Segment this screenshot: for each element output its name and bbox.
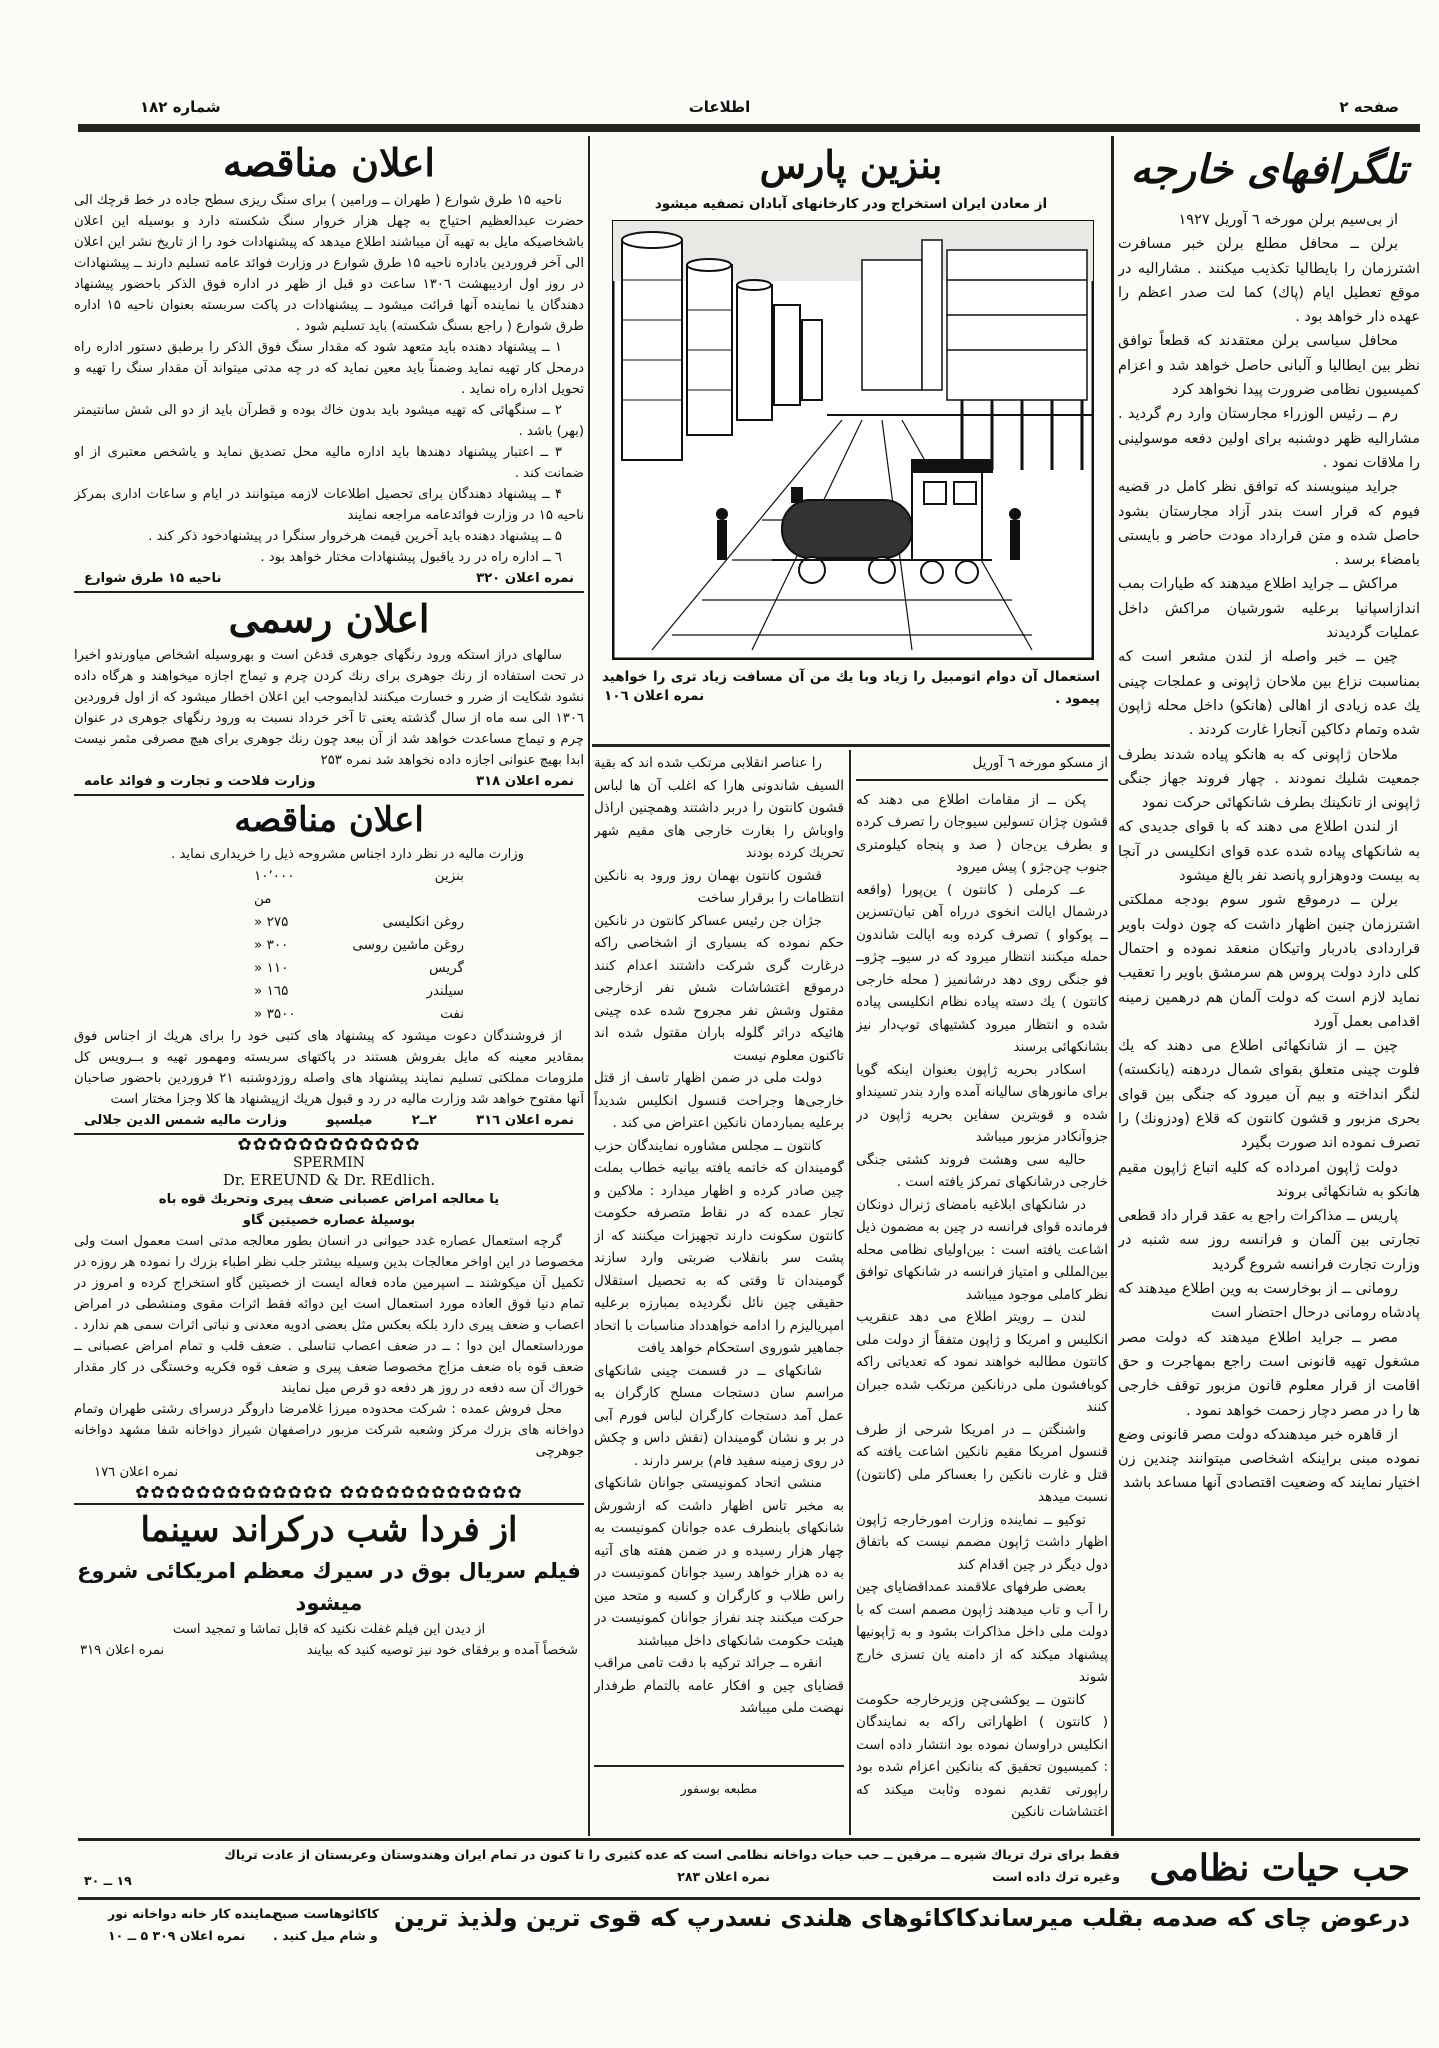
paragraph: ۳ ــ اعتبار پیشنهاد دهندها باید اداره مالیه محل تصدیق نماید و یاشخص معتبری از او ضمانت کند . bbox=[74, 445, 584, 481]
star-border: ✿✿✿✿✿✿✿✿✿✿✿✿✿ ✿✿✿✿✿✿✿✿✿✿✿✿ bbox=[74, 1483, 584, 1505]
paragraph: شانکهای ــ در قسمت چینی شانکهای مراسم سان دستجات مسلح کارگران به عمل آمد دستجات کارگران لباس فورم آبی در بر و نشان گومیندان (نقش داس و چکش در روی زمینه سفید فام) برسر دارند . bbox=[594, 1362, 844, 1469]
ad-body: سالهای دراز استکه ورود رنگهای جوهری قدغن است و بهروسیله اشخاص میاورندو اخیرا در تحت استفاده از رنك جوهری برای رنك کردن چرم و تیماج اجازه میخواهند و هرگاه داده نشود شکایت از ضرر و خسارت میکنند لذابموجب این اعلان اخطار میشود که از اول فروردین ۱۳۰٦ الی سه ماه از سال گذشته یعنی تا آخر خرداد نسبت به ورود رنگهای جوهری در عنوان چرم و تیماج مساعدت خواهد شد از آن ببعد چون رنك جوهری برای هیچ مصرفی مثمر نیست ابدا بهیچ عنوانی اجازه داده نخواهد شد نمره ۲۵۳ bbox=[74, 648, 584, 768]
ad-signer: میلسپو bbox=[326, 1113, 373, 1128]
item-qty: ۳۵۰۰ « bbox=[254, 1006, 296, 1022]
paragraph: در شانکهای ابلاغیه بامضای ژنرال دونکان فرمانده قوای فرانسه در چین به مضمون ذیل اشاعت یافته است : بین‌اولیای نظامی محله بین‌المللی و امتیاز فرانسه در شانکهای توافق نظر کاملی موجود میباشد bbox=[856, 1196, 1108, 1303]
paragraph: رومانی ــ از بوخارست به وین اطلاع میدهند که پادشاه رومانی درحال احتضار است bbox=[1118, 1281, 1420, 1322]
column-divider bbox=[588, 136, 590, 1836]
sales-location: محل فروش عمده : شرکت محدوده میرزا غلامرضا داروگر درسرای رشتی طهران وتمام دواخانه های بزرك مركز وشعبه شرکت مزبور دراصفهان شیراز دواخانه شفا مشهد دواخانه جوهرچی bbox=[74, 1402, 584, 1459]
dateline: از مسکو مورخه ٦ آوریل bbox=[856, 752, 1108, 781]
ad-title: اعلان رسمی bbox=[228, 596, 430, 641]
item-name: نفت bbox=[440, 1006, 464, 1022]
goods-list bbox=[74, 865, 584, 1026]
paragraph: ناحیه ۱۵ طرق شوارع ( طهران ــ ورامین ) برای سنگ ریزی سطح جاده در خط قرچك الی حضرت عبدالعظیم احتیاج به چهل هزار خروار سنگ شکسته دارد و بوسیله این اعلان باشخاصیکه مایل به تهیه آن میباشند اطلاع میدهد که پیشنهادات خود را از تاریخ نشر این اعلان الی آخر فروردین باداره ناحیه ۱۵ طرق شوارع در وزارت فوائد عامه تسلیم دارند ــ پیشنهادات در روز اول اردیبهشت ۱۳۰٦ ساعت دو قبل از ظهر در اداره فوق الذکر باحضور پیشنهاد دهندگان یا نماینده آنها قرائت میشود ــ پیشنهادات در پاکت سربسته بعنوان ناحیه ۱۵ اداره طرق شوارع ( راجع بسنگ شکسته) باید تسلیم شود . bbox=[74, 193, 584, 334]
telegram-list bbox=[1118, 208, 1420, 1828]
item-qty: ۳۰۰ « bbox=[254, 937, 289, 953]
ad-count: ۱۹ ــ ۳۰ bbox=[84, 1873, 132, 1888]
ad-body: گرچه استعمال عصاره غدد حیوانی در انسان بطور معالجه مدتی است معمول است ولی مخصوصا در این اواخر معالجات بدین وسیله بیشتر جلب نظر اطباء بزرك را نموده هر روزه در تکمیل آن میکوشند ــ اسپرمین ماده فعاله ایست از خصیتین گاو استخراج کرده و امروز در تمام دنیا فوق العاده مورد استعمال است این دوائه فقط اثرات مقوی ومنشطی در امراض اعصاب و ضعف پیری دارد بلکه بعکس مثل بعضی ادویه معدنی و نباتی اثرات سمی هم ندارد . مورداستعمال این دوا : ــ در ضعف اعصاب تناسلی . ضعف قلب و تمام امراض عصبانی ــ ضعف قوه باه ضعف مزاج مخصوصا ضعف پیری و ضعف قوه فکریه وخستگی در کار مقدار خوراك آن سه دفعه در روز هر دفعه دو قرص میل نمایند bbox=[74, 1234, 584, 1396]
paragraph: جژان جن رئیس عساکر کانتون در نانکین حکم نموده که بسیاری از اشخاصی راکه درغارت گری شرکت داشتند اعدام کنند درموقع اغتشاشات شش نفر ازخارجی مقتول وشش نفر مجروح شده عده چینی هائیکه دراثر گلوله باران مقتول شده اند تاکنون معلوم نیست bbox=[594, 912, 844, 1064]
paragraph: برلن ــ محافل مطلع برلن خبر مسافرت اشترزمان را بایطالیا تکذیب میکنند . مشارالیه در موقع تعطیل ایام (پاك) کما لت صدر اعظم را عهده دار خواهد بود . bbox=[1118, 236, 1420, 326]
ad-number: نمره اعلان ۳۲۰ bbox=[476, 571, 574, 586]
paragraph: ۱ ــ پیشنهاد دهنده باید متعهد شود که مقدار سنگ فوق الذکر را برطبق دستور اداره راه درمحل کار تهیه نماید وضمناً باید معین نماید که در چه مدتی میتواند آن مقدار سنگ را تهیه و تحویل اداره راه نماید . bbox=[74, 340, 584, 397]
paragraph: رم ــ رئیس الوزراء مجارستان وارد رم گردید . مشارالیه ظهر دوشنبه برای اولین دفعه موسولینی را ملاقات نمود . bbox=[1118, 406, 1420, 471]
china-news bbox=[594, 752, 844, 1832]
item-qty: ۱٦۵ « bbox=[254, 983, 289, 999]
spermin-ad bbox=[74, 1135, 584, 1505]
ad-signer: وزارت مالیه شمس الدین جلالی bbox=[84, 1113, 288, 1128]
tender-ad-finance bbox=[74, 796, 584, 1135]
agent: نماینده کار خانه دواخانه نور bbox=[108, 1906, 277, 1921]
page-number: صفحه ۲ bbox=[1339, 98, 1399, 116]
cocoa-ad bbox=[78, 1902, 1420, 1952]
ad-line: کاکائوهاست صبح bbox=[273, 1906, 379, 1921]
section-rule bbox=[78, 1838, 1420, 1841]
column-divider bbox=[849, 750, 851, 1835]
newspaper-name: اطلاعات bbox=[688, 98, 751, 116]
paragraph: توکیو ــ نماینده وزارت امورخارجه ژاپون اظهار داشت ژاپون مصمم نیست که باتفاق دول دیگر در چین اقدام کند bbox=[856, 1511, 1108, 1573]
paragraph: از قاهره خبر میدهندکه دولت مصر قانونی وضع نموده مبنی براینکه اشخاصی میتوانند چندین زن اختیار نمایند که وضعیت اقتصادی آنها مساعد باشد bbox=[1118, 1426, 1420, 1492]
paragraph: پکن ــ از مقامات اطلاع می دهند که قشون چژان تسولین سیوجان را تصرف کرده و بطرف ین‌جان ( صد و پنجاه کیلومتری جنوب چن‌جژو ) پیش میرود bbox=[856, 791, 1108, 875]
ad-intro: وزارت مالیه در نظر دارد اجناس مشروحه ذیل را خریداری نماید . bbox=[171, 847, 524, 862]
paragraph: حالیه سی وهشت فروند کشتی جنگی خارجی درشانکهای تمرکز یافته است . bbox=[856, 1151, 1108, 1190]
refinery-buildings bbox=[862, 240, 1087, 400]
ad-number: نمره اعلان ۳۰۹ ۵ ــ ۱۰ bbox=[108, 1928, 246, 1943]
ad-subtitle: فیلم سریال بوق در سیرك معظم امریکائی شروع میشود bbox=[77, 1559, 581, 1615]
paragraph: جراید مینویسند که توافق نظر کامل در قضیه فیوم که قرار است بندر آزاد مجارستان بشود حاصل شده و متن قرارداد مودت حاضر و بایستی بامضاء برسد . bbox=[1118, 479, 1420, 569]
news-list bbox=[594, 752, 844, 1757]
paragraph: کانتون ــ یوکشی‌چن وزیرخارجه حکومت ( کانتون ) اظهاراتی راکه به نمایندگان انکلیس دراوسان نموده بود انتشار داده است : کمیسیون تحقیق که بنانکین اعزام شده بود راپورتی تقدیم نموده وثابت میکند که اغتشاشات نانکین bbox=[856, 1691, 1108, 1820]
ad-number: نمره اعلان ۲۸۳ bbox=[677, 1869, 770, 1884]
header-rule bbox=[78, 124, 1420, 132]
ad-title: اعلان مناقصه bbox=[234, 800, 424, 840]
star-border: ✿✿✿✿✿✿✿✿✿✿✿✿ bbox=[237, 1135, 421, 1155]
ad-line: شخصاً آمده و برفقای خود نیز توصیه کنید که بیایند bbox=[306, 1643, 578, 1658]
printer-credit: مطبعه بوسفور bbox=[594, 1765, 844, 1796]
paragraph: ٦ ــ اداره راه در رد یاقبول پیشنهادات مختار خواهد بود . bbox=[260, 550, 562, 565]
ad-signer: وزارت فلاحت و تجارت و فوائد عامه bbox=[84, 774, 316, 789]
paragraph: را عناصر انقلابی مرتکب شده اند که بقیة السیف شاندونی هارا که اغلب آن ها لباس قشون کانتون را دربر داشتند وهمچنین اراذل واوباش را بغارت خارجی های مقیم شهر تحریك کرده بودند bbox=[594, 755, 844, 861]
item-name: روغن ماشین روسی bbox=[352, 937, 464, 953]
item-qty: ۱۰٬۰۰۰ من bbox=[254, 868, 295, 907]
paragraph: مصر ــ جراید اطلاع میدهند که دولت مصر مشغول تهیه قانونی است راجع بمهاجرت و حق اقامت از قرار معلوم قانون مزبور توقف خارجی ها را در مصر دچار زحمت خواهد نمود . bbox=[1118, 1329, 1420, 1419]
ad-count: ۲ــ۲ bbox=[411, 1113, 437, 1128]
paragraph: برلن ــ درموقع شور سوم بودجه مملکتی اشترزمان چنین اظهار داشت که چون دولت باویر قراردادی بادربار واتیکان منعقد نموده و احتمال کلی دارد دولت پروس هم سرمشق باویر را تعقیب نماید لازم است که دولت آلمان هم درهمین زمینه اقدامی بعمل آورد bbox=[1118, 892, 1420, 1030]
ad-headline: درعوض چای که صدمه بقلب میرساندکاکائوهای هلندی نسدرپ که قوی ترین ولذیذ ترین bbox=[394, 1904, 1410, 1932]
ad-number: نمره اعلان ۳۱۹ bbox=[80, 1643, 165, 1658]
ad-subtitle: یا معالجه امراض عصبانی ضعف پیری وتحریك قوه باه bbox=[158, 1192, 500, 1207]
ad-body: وغیره ترك داده است bbox=[992, 1869, 1120, 1884]
ad-title: حب حیات نظامی bbox=[1149, 1847, 1410, 1889]
grand-cinema-ad bbox=[74, 1505, 584, 1661]
paragraph: از لندن اطلاع می دهند که با قوای جدیدی که به شانکهای پیاده شده عده قوای انکلیسی در آنجا به بیست ودوهزارو پانصد نفر بالغ میشود bbox=[1118, 819, 1420, 885]
advertisements-column bbox=[74, 136, 584, 1836]
news-list bbox=[856, 789, 1108, 1829]
paragraph: قشون کانتون بهمان روز ورود به نانکین انتظامات را برقرار ساخت bbox=[594, 867, 844, 906]
paragraph: دولت ژاپون امرداده که کلیه اتباع ژاپون مقیم هانکو به شانکهائی بروند bbox=[1118, 1159, 1420, 1200]
ad-subtitle: بوسیلهٔ عصاره خصیتین گاو bbox=[242, 1213, 416, 1228]
ad-body: فقط برای ترك تریاك شیره ــ مرفین ــ حب حیات دواخانه نظامی است که عده کثیری را تا کنون در تمام ایران وهندوستان وعربستان از عادت تریاك bbox=[224, 1847, 1120, 1862]
item-name: سیلندر bbox=[426, 983, 464, 999]
benzin-pars-ad bbox=[592, 138, 1110, 746]
paragraph: چین ــ از شانکهائی اطلاع می دهند که یك فلوت چینی متعلق بقوای شمال دردهنه (یانکسته) لنگر انداخته و بیم آن میرود که جنگی بین قوای بحری مزبور و قشون کانتون که قلاع (ودزونك) را تصرف نموده اند صورت بگیرد bbox=[1118, 1038, 1420, 1152]
section-rule bbox=[78, 1897, 1420, 1900]
item-name: گریس bbox=[429, 960, 464, 976]
refinery-train-illustration bbox=[612, 220, 1094, 660]
ad-number: نمره اعلان ۳۱۸ bbox=[476, 774, 574, 789]
ad-line: از دیدن این فیلم غفلت نکنید که قابل تماشا و تمجید است bbox=[172, 1622, 486, 1637]
ad-title: از فردا شب درکراند سینما bbox=[140, 1510, 518, 1550]
ad-number: نمره اعلان ۳۱٦ bbox=[476, 1113, 574, 1128]
foreign-telegrams bbox=[1118, 140, 1420, 1835]
official-notice bbox=[74, 593, 584, 796]
paragraph: مراکش ــ جراید اطلاع میدهند که طیارات بمب اندازاسپانیا برعلیه شورشیان مراکش داخل عملیات گردیدند bbox=[1118, 576, 1420, 642]
paragraph: دولت ملی در ضمن اظهار تاسف از قتل خارجی‌ها وجراحت قنسول انکلیس شدیداً برعلیه بمباردمان نانکین اعتراض می کند . bbox=[594, 1070, 844, 1131]
ad-title: بنزین پارس bbox=[759, 142, 943, 187]
paragraph: لندن ــ رویتر اطلاع می دهد عنقریب انکلیس و امریکا و ژاپون متفقاً از دولت ملی کانتون مطالبه خواهند نمود که تعدیاتی راکه کوبافشون ملی درنانکین مرتکب شده جبران کنند bbox=[856, 1309, 1108, 1415]
issue-number: شماره ۱۸۲ bbox=[140, 98, 221, 116]
paragraph: عــ کرملی ( کانتون ) ین‌پورا (واقعه درشمال ایالت انخوی درراه آهن تیان‌تسزین ــ پوکواو ) تصرف کرده وبه ایالت شاندون حمله میکنند انتظار میرود که در سیوــ چژوــ فو جنگی روی دهد درشانمیز ( محله خارجی کانتون ) یك دسته پیاده نظام انکلیسی پیاده شده و انتظار میرود کشتیهای توپ‌دار نیز بشانکهائی برسند bbox=[856, 881, 1108, 1055]
item-name: بنزین bbox=[434, 868, 464, 884]
column-divider bbox=[1111, 136, 1114, 1836]
ad-body bbox=[74, 190, 584, 568]
section-rule bbox=[592, 744, 1110, 747]
item-name: روغن انکلیسی bbox=[382, 914, 464, 930]
manufacturer: Dr. EREUND & Dr. REdlich. bbox=[222, 1171, 436, 1189]
tender-ad-roads bbox=[74, 136, 584, 593]
paragraph: ملاحان ژاپونی که به هانکو پیاده شدند بطرف جمعیت شلیك نمودند . چهار فروند جهاز جنگی ژاپونی از تانکینك بطرف شانکهائی حرکت نمود bbox=[1118, 746, 1420, 812]
item-qty: ۲۷۵ « bbox=[254, 914, 289, 930]
ad-number: نمره اعلان ۱۷٦ bbox=[94, 1465, 179, 1480]
brand-name: SPERMIN bbox=[293, 1155, 365, 1171]
ad-caption: استعمال آن دوام اتومبیل را زیاد وبا یك من آن مسافت زیاد تری را خواهید پیمود . bbox=[602, 669, 1100, 707]
item-qty: ۱۱۰ « bbox=[254, 960, 289, 976]
moscow-news bbox=[856, 752, 1108, 1832]
ad-subtitle: از معادن ایران استخراج ودر کارخانهای آبادان تصفیه میشود bbox=[654, 196, 1048, 212]
ad-title: اعلان مناقصه bbox=[223, 140, 435, 185]
paragraph: کانتون ــ مجلس مشاوره نمایندگان حزب گومیندان که خاتمه یافته بیانیه خطاب بملت چین صادر کرده و اظهار میدارد : ملاکین و تجار عمده که در نقاط متصرفه حکومت کانتون سکونت دارند تجهیزات میکنند که از پشت سر بانقلاب ضربتی وارد سازند گومیندان تا وقتی که به تحصیل استقلال حقیقی چین نائل نگردیده بمبارزه برعلیه امپریالیزم را ادامه خواهدداد مناسبات با اتحاد جماهیر شوروی استحکام خواهد یافت bbox=[594, 1137, 844, 1356]
paragraph: انقره ــ جرائد ترکیه با دقت تامی مراقب قضایای چین و افکار عامه بالتمام طرفدار نهضت ملی میباشد bbox=[594, 1655, 844, 1716]
ad-body: از فروشندگان دعوت میشود که پیشنهاد های کتبی خود را برای هریك از اجناس فوق بمقادیر معینه که مایل بفروش هستند در پاکتهای سربسته ومهمور تهیه و بــرویس کل ملزومات مملکتی تسلیم نمایند پیشنهاد های واصله روزدوشنبه ۲۱ فروردین باحضور صاحبان آنها مفتوح خواهد شد وزارت مالیه در رد و قبول هریك ازپیشنهاد ها کلا وجزا مختار است bbox=[74, 1029, 584, 1107]
section-title: تلگرافهای خارجه bbox=[1130, 146, 1408, 193]
ad-line: و شام میل کنید . bbox=[273, 1928, 378, 1943]
ad-number: نمره اعلان ۱۰٦ bbox=[604, 688, 705, 704]
paragraph: ۴ ــ پیشنهاد دهندگان برای تحصیل اطلاعات لازمه میتوانند در ایام و ساعات اداری بمرکز ناحیه ۱۵ در وزارت فوائدعامه مراجعه نمایند bbox=[74, 487, 584, 523]
paragraph: منشی اتحاد کمونیستی جوانان شانکهای به مخبر تاس اظهار داشت که ازشورش شانکهای بابنطرف عده جوانان کمونیست به چهار هزار رسیده و در ضمن هفته های آتیه به ده هزار خواهد رسید جوانان کمونیست در راس طلاب و کارگران و کسبه و متحد مین حرکت میکنند چند نفراز جوانان کمونیست در هیئت حکومت شانکهای داخل میباشند bbox=[594, 1475, 844, 1649]
paragraph: واشنگتن ــ در امریکا شرحی از طرف قنسول امریکا مقیم نانکین اشاعت یافته که قتل و غارت نانکین را بعساکر ملی (کانتون) نسبت میدهد bbox=[856, 1421, 1108, 1505]
paragraph: ۵ ــ پیشنهاد دهنده باید آخرین قیمت هرخروار سنگرا در پیشنهادخود ذکر کند . bbox=[148, 529, 562, 544]
hayat-nezami-ad bbox=[78, 1843, 1420, 1895]
paragraph: چین ــ خبر واصله از لندن مشعر است که بمناسبت نزاع بین ملاحان ژاپونی و عملجات چینی یك عده زیادی از اهالی (هانکو) داخل محله ژاپون شده وتمام دکاکین آنجارا غارت کردند . bbox=[1118, 649, 1420, 739]
paragraph: از بی‌سیم برلن مورخه ٦ آوریل ۱۹۲۷ bbox=[1178, 212, 1398, 228]
paragraph: بعضی طرفهای علاقمند عمداقضایای چین را آب و تاب میدهند ژاپون مصمم است که با دولت ملی داخل مذاکرات بشود و به ژاپونیها پیشنهاد میکند که از دامنه یان تسزی خارج شوند bbox=[856, 1579, 1108, 1685]
paragraph: محافل سیاسی برلن معتقدند که قطعاً توافق نظر بین ایطالیا و آلبانی حاصل خواهد شد و اعزام کمیسیون نظامی ضرورت پیدا نخواهد کرد bbox=[1118, 333, 1420, 399]
paragraph: ۲ ــ سنگهائی که تهیه میشود باید بدون خاك بوده و قطرآن باید از دو الی شش سانتیمتر (بهر) باشد . bbox=[74, 403, 584, 439]
ad-signer: ناحیه ۱۵ طرق شوارع bbox=[84, 571, 222, 586]
paragraph: پاریس ــ مذاکرات راجع به عقد قرار داد قطعی تجارتی بین آلمان و فرانسه روز سه شنبه در وزارت تجارت فرانسه شروع گردید bbox=[1118, 1208, 1420, 1273]
paragraph: اسکادر بحریه ژاپون بعنوان اینکه گویا برای مانورهای سالیانه آمده وارد بندر تسینداو شده و قوبترین سفاین بحریه ژاپون در جزوآنکادر مزبور میباشد bbox=[856, 1061, 1108, 1145]
